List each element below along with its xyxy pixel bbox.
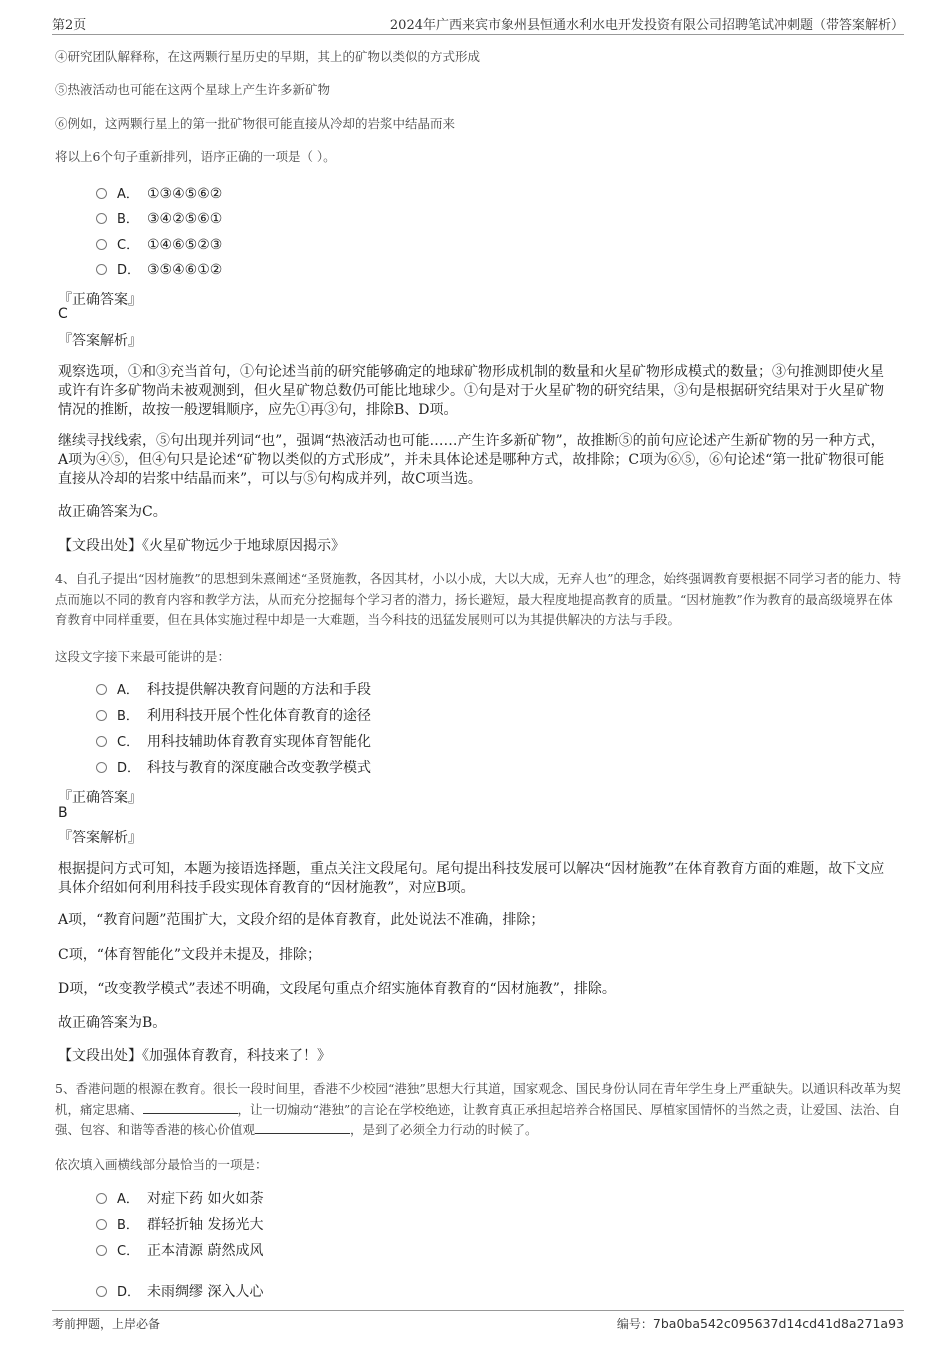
radio-icon[interactable] bbox=[96, 710, 107, 721]
correct-answer: B bbox=[58, 805, 68, 821]
radio-icon[interactable] bbox=[96, 1286, 107, 1297]
question-prompt: 将以上6个句子重新排列，语序正确的一项是（ ）。 bbox=[55, 149, 336, 164]
q5-option-a[interactable]: A． 对症下药 如火如荼 bbox=[96, 1189, 263, 1209]
sentence-4: ④研究团队解释称，在这两颗行星历史的早期，其上的矿物以类似的方式形成 bbox=[55, 49, 481, 64]
q3-option-b[interactable]: B． ③④②⑤⑥① bbox=[96, 209, 222, 229]
fill-blank-1[interactable] bbox=[143, 1101, 238, 1114]
analysis-conclusion: 故正确答案为B。 bbox=[58, 1015, 167, 1031]
page-number: 第2页 bbox=[52, 18, 87, 33]
radio-icon[interactable] bbox=[96, 762, 107, 773]
radio-icon[interactable] bbox=[96, 736, 107, 747]
q4-option-a[interactable]: A． 科技提供解决教育问题的方法和手段 bbox=[96, 680, 371, 700]
radio-icon[interactable] bbox=[96, 239, 107, 250]
q5-option-d[interactable]: D． 未雨绸缪 深入人心 bbox=[96, 1282, 263, 1302]
analysis-paragraph: 观察选项，①和③充当首句，①句论述当前的研究能够确定的地球矿物形成机制的数量和火星矿物形成模式的数量；③句推测即使火星或许有许多矿物尚未被观测到，但火星矿物总数仍可能比地球少。①句是对于火星矿物的研究结果，③句是根据研究结果对于火星矿物情况的推断，故按一般逻辑顺序，应先①再③句，排除B、D项。 bbox=[58, 364, 884, 418]
q5-option-b[interactable]: B． 群轻折轴 发扬光大 bbox=[96, 1215, 263, 1235]
sentence-5: ⑤热液活动也可能在这两个星球上产生许多新矿物 bbox=[55, 82, 331, 97]
q4-option-b[interactable]: B． 利用科技开展个性化体育教育的途径 bbox=[96, 706, 371, 726]
sentence-6: ⑥例如，这两颗行星上的第一批矿物很可能直接从冷却的岩浆中结晶而来 bbox=[55, 116, 456, 131]
radio-icon[interactable] bbox=[96, 188, 107, 199]
question-stem: 4、自孔子提出“因材施教”的思想到朱熹阐述“圣贤施教，各因其材，小以小成，大以大成，无弃人也”的理念，始终强调教育要根据不同学习者的能力、特点而施以不同的教育内容和教学方法，从而充分挖掘每个学习者的潜力，扬长避短，最大程度地提高教育的质量。“因材施教”作为教育的最高级境界在体育教育中同样重要，但在具体实施过程中却是一大难题，当今科技的迅猛发展则可以为其提供解决的方法与手段。 bbox=[55, 571, 902, 627]
analysis-label: 『答案解析』 bbox=[58, 333, 142, 349]
analysis-paragraph: 根据提问方式可知，本题为接语选择题，重点关注文段尾句。尾句提出科技发展可以解决“因材施教”在体育教育方面的难题，故下文应具体介绍如何利用科技手段实现体育教育的“因材施教”，对应B项。 bbox=[58, 861, 885, 896]
page-header bbox=[52, 12, 904, 35]
source-citation: 【文段出处】《加强体育教育，科技来了！》 bbox=[58, 1048, 331, 1064]
q3-option-d[interactable]: D． ③⑤④⑥①② bbox=[96, 260, 222, 280]
radio-icon[interactable] bbox=[96, 213, 107, 224]
q5-option-c[interactable]: C． 正本清源 蔚然成风 bbox=[96, 1241, 263, 1261]
analysis-paragraph: D项，“改变教学模式”表述不明确，文段尾句重点介绍实施体育教育的“因材施教”，排除。 bbox=[58, 981, 616, 997]
analysis-paragraph: A项，“教育问题”范围扩大，文段介绍的是体育教育，此处说法不准确，排除； bbox=[58, 912, 545, 928]
q4-option-c[interactable]: C． 用科技辅助体育教育实现体育智能化 bbox=[96, 732, 371, 752]
question-stem: 5、香港问题的根源在教育。很长一段时间里，香港不少校园“港独”思想大行其道，国家观念、国民身份认同在青年学生身上严重缺失。以通识科改革为契机，痛定思痛、 ，让一切煽动“港独”的言论在学校绝迹，让教育真正承担起培养合格国民、厚植家国情怀的当然之责，让爱国、法治、自强、包容、和谐等香港的核心价值观 ，是到了必须全力行动的时候了。 bbox=[55, 1081, 901, 1137]
q3-option-c[interactable]: C． ①④⑥⑤②③ bbox=[96, 235, 222, 255]
analysis-label: 『答案解析』 bbox=[58, 830, 142, 846]
radio-icon[interactable] bbox=[96, 1219, 107, 1230]
radio-icon[interactable] bbox=[96, 1245, 107, 1256]
radio-icon[interactable] bbox=[96, 684, 107, 695]
analysis-paragraph: 继续寻找线索，⑤句出现并列词“也”，强调“热液活动也可能……产生许多新矿物”，故推断⑤的前句应论述产生新矿物的另一种方式，A项为④⑤，但④句只是论述“矿物以类似的方式形成”，并未具体论述是哪种方式，故排除；C项为⑥⑤，⑥句论述“第一批矿物很可能直接从冷却的岩浆中结晶而来”，可以与⑤句构成并列，故C项当选。 bbox=[58, 433, 885, 487]
source-citation: 【文段出处】《火星矿物远少于地球原因揭示》 bbox=[58, 538, 345, 554]
correct-answer: C bbox=[58, 306, 68, 322]
document-title: 2024年广西来宾市象州县恒通水利水电开发投资有限公司招聘笔试冲刺题（带答案解析） bbox=[389, 18, 904, 33]
answer-label: 『正确答案』 bbox=[58, 292, 142, 308]
analysis-paragraph: C项，“体育智能化”文段并未提及，排除； bbox=[58, 947, 322, 963]
answer-label: 『正确答案』 bbox=[58, 790, 142, 806]
radio-icon[interactable] bbox=[96, 264, 107, 275]
q3-option-a[interactable]: A． ①③④⑤⑥② bbox=[96, 184, 222, 204]
fill-blank-2[interactable] bbox=[255, 1121, 350, 1134]
q4-option-d[interactable]: D． 科技与教育的深度融合改变教学模式 bbox=[96, 758, 371, 778]
footer-slogan: 考前押题，上岸必备 bbox=[52, 1317, 161, 1331]
radio-icon[interactable] bbox=[96, 1193, 107, 1204]
question-prompt: 依次填入画横线部分最恰当的一项是： bbox=[55, 1157, 268, 1172]
question-prompt: 这段文字接下来最可能讲的是： bbox=[55, 649, 231, 664]
document-code: 编号：7ba0ba542c095637d14cd41d8a271a93 bbox=[616, 1316, 904, 1331]
analysis-conclusion: 故正确答案为C。 bbox=[58, 504, 167, 520]
page-footer bbox=[52, 1310, 904, 1335]
